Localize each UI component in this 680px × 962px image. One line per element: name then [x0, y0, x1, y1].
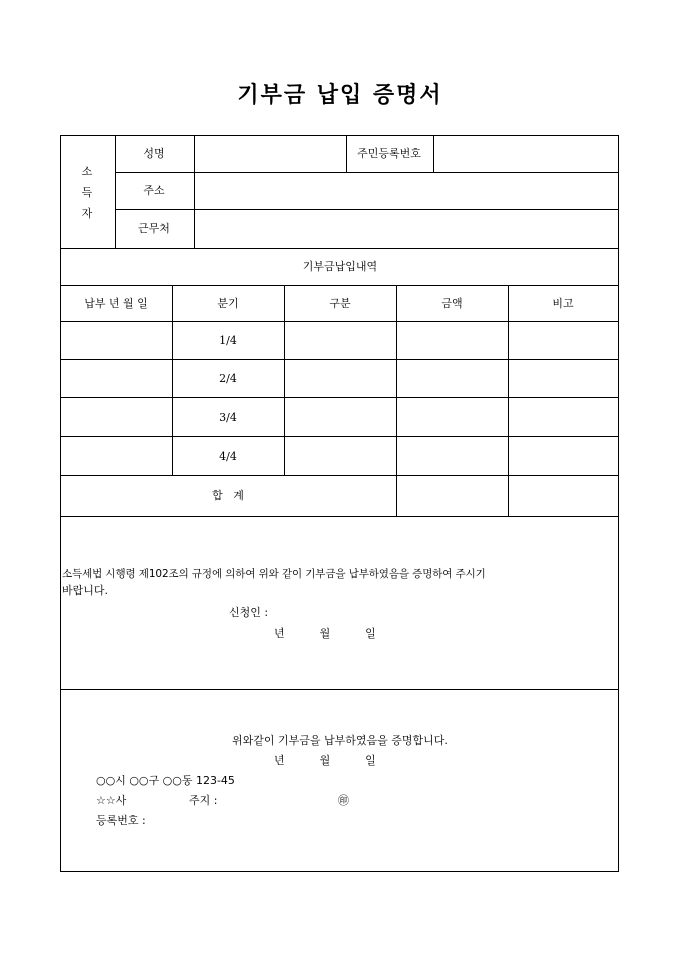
divider [60, 248, 619, 249]
request-date: 년 월 일 [274, 627, 376, 640]
divider [60, 285, 619, 286]
section-label-char: 득 [81, 186, 93, 199]
owner-label: 주지 : [189, 794, 218, 807]
quarter-cell: 2/4 [219, 372, 237, 385]
column-header: 구분 [329, 297, 351, 310]
issuer-company: ☆☆사 [96, 794, 127, 807]
column-header: 납부 년 월 일 [84, 297, 148, 310]
quarter-cell: 4/4 [219, 450, 237, 463]
resident-number-label: 주민등록번호 [357, 147, 421, 160]
divider [60, 516, 619, 517]
divider [60, 475, 619, 476]
seal-mark: ㊞ [338, 794, 349, 807]
certification-statement: 위와같이 기부금을 납부하였음을 증명합니다. [232, 734, 448, 747]
request-statement: 바랍니다. [62, 584, 109, 597]
divider [60, 436, 619, 437]
document-title: 기부금 납입 증명서 [237, 82, 443, 108]
quarter-cell: 3/4 [219, 411, 237, 424]
divider [346, 135, 347, 172]
divider [115, 209, 619, 210]
registration-label: 등록번호 : [96, 814, 146, 827]
issuer-address: ○○시 ○○구 ○○동 123-45 [96, 774, 235, 787]
request-statement: 소득세법 시행령 제102조의 규정에 의하여 위와 같이 기부금을 납부하였음을 증명하여 주시기 [62, 568, 486, 580]
divider [60, 321, 619, 322]
divider [433, 135, 434, 172]
divider [60, 359, 619, 360]
divider [508, 285, 509, 516]
applicant-label: 신청인 : [229, 606, 269, 619]
name-label: 성명 [143, 147, 165, 160]
quarter-cell: 1/4 [219, 334, 237, 347]
divider [194, 135, 195, 248]
address-label: 주소 [143, 184, 165, 197]
divider [284, 285, 285, 475]
certification-date: 년 월 일 [274, 754, 376, 767]
column-header: 비고 [552, 297, 574, 310]
divider [115, 172, 619, 173]
divider [60, 689, 619, 690]
total-label: 합 계 [212, 489, 244, 502]
section-label-char: 소 [81, 165, 93, 178]
section-title: 기부금납입내역 [302, 260, 378, 273]
divider [172, 285, 173, 475]
column-header: 금액 [441, 297, 463, 310]
workplace-label: 근무처 [138, 222, 170, 235]
divider [396, 285, 397, 516]
section-label-char: 자 [81, 207, 93, 220]
divider [60, 397, 619, 398]
divider [115, 135, 116, 248]
column-header: 분기 [217, 297, 239, 310]
